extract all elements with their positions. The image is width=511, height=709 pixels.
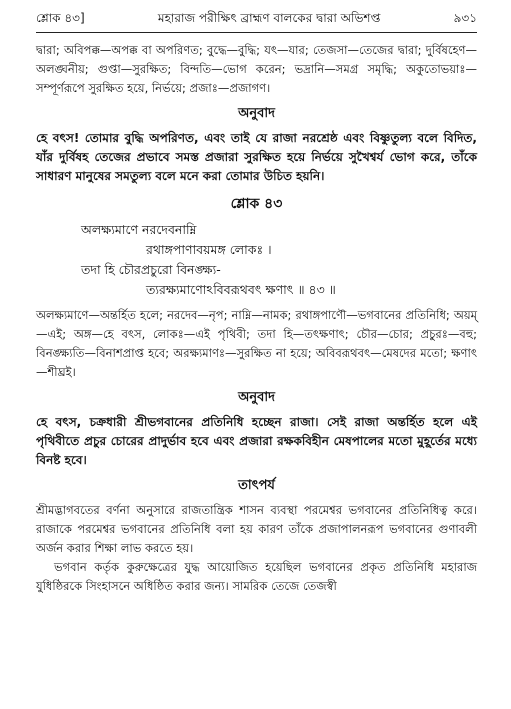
header-verse-ref: শ্লোক ৪৩]: [36, 11, 85, 25]
translation-heading: অনুবাদ: [238, 390, 275, 405]
verse-block: [36, 220, 477, 300]
purport-heading: তাৎপর্য: [238, 478, 275, 493]
purport-paragraph: ভগবান কর্তৃক কুরুক্ষেত্রের যুদ্ধ আয়োজিত হয়েছিল ভগবানের প্রকৃত প্রতিনিধি মহারাজ যুধিষ্ঠিরকে সিংহাসনে অধিষ্ঠিত করার জন্য। সামরিক তেজে তেজস্বী: [36, 560, 477, 593]
verse-line: ত্যরক্ষ্যমাণোঽবিবরূথবৎ ক্ষণাৎ ॥ ৪৩ ॥: [146, 282, 336, 297]
translation-text: হে বৎস! তোমার বুদ্ধি অপরিণত, এবং তাই যে রাজা নরশ্রেষ্ঠ এবং বিষ্ণুতুল্য বলে বিদিত, যাঁর দুর্বিষহ তেজের প্রভাবে সমস্ত প্রজারা সুরক্ষিত হয়ে নির্ভয়ে সুখৈশ্বর্য ভোগ করে, তাঁকে সাধারণ মানুষের সমতুল্য বলে মনে করা তোমার উচিত হয়নি।: [36, 131, 477, 183]
purport-paragraph: শ্রীমদ্ভাগবতের বর্ণনা অনুসারে রাজতান্ত্রিক শাসন ব্যবস্থা পরমেশ্বর ভগবানের প্রতিনিধিত্ব করে। রাজাকে পরমেশ্বর ভগবানের প্রতিনিধি বলা হয় কারণ তাঁকে প্রজাপালনরূপ ভগবানের গুণাবলী অর্জন করার শিক্ষা লাভ করতে হয়।: [36, 503, 477, 555]
translation-heading: অনুবাদ: [238, 106, 275, 121]
header-page-number: ৯৩১: [453, 11, 477, 25]
verse-heading: শ্লোক ৪৩: [230, 196, 283, 212]
translation-text: হে বৎস, চক্রধারী শ্রীভগবানের প্রতিনিধি হচ্ছেন রাজা। সেই রাজা অন্তর্হিত হলে এই পৃথিবীতে প্রচুর চোরের প্রাদুর্ভাব হবে এবং প্রজারা রক্ষকবিহীন মেষপালের মতো মুহূর্তের মধ্যে বিনষ্ট হবে।: [36, 415, 477, 467]
header-rule: [36, 32, 477, 33]
verse-line: অলক্ষ্যমাণে নরদেবনাম্নি: [81, 222, 197, 237]
header-chapter-title: মহারাজ পরীক্ষিৎ ব্রাহ্মণ বালকের দ্বারা অভিশপ্ত: [157, 11, 381, 25]
verse-line: তদা হি চৌরপ্রচুরো বিনঙ্ক্ষ্য-: [81, 262, 221, 277]
synonyms-text: অলক্ষ্যমাণে—অন্তর্হিত হলে; নরদেব—নৃপ; নাম্নি—নামক; রথাঙ্গপাণৌ—ভগবানের প্রতিনিধি; অয়ম্—এই; অঙ্গ—হে বৎস, লোকঃ—এই পৃথিবী; তদা হি—তৎক্ষণাৎ; চৌর—চোর; প্রচুরঃ—বহু; বিনঙ্ক্ষ্যতি—বিনাশপ্রাপ্ত হবে; অরক্ষ্যমাণঃ—সুরক্ষিত না হয়ে; অবিবরূথবৎ—মেষদের মতো; ক্ষণাৎ—শীঘ্রই।: [36, 308, 477, 379]
page-header: [36, 10, 477, 30]
verse-line: রথাঙ্গপাণাবয়মঙ্গ লোকঃ ।: [146, 242, 272, 257]
synonyms-continued: দ্বারা; অবিপক্ক—অপক্ক বা অপরিণত; বুদ্ধে—বুদ্ধি; যৎ—যার; তেজসা—তেজের দ্বারা; দুর্বিষহেণ—অলঙ্ঘনীয়; গুপ্তা—সুরক্ষিত; বিন্দতি—ভোগ করেন; ভদ্রানি—সমগ্র সমৃদ্ধি; অকুতোভয়াঃ—সম্পূর্ণরূপে সুরক্ষিত হয়ে, নির্ভয়ে; প্রজাঃ—প্রজাগণ।: [36, 43, 477, 95]
